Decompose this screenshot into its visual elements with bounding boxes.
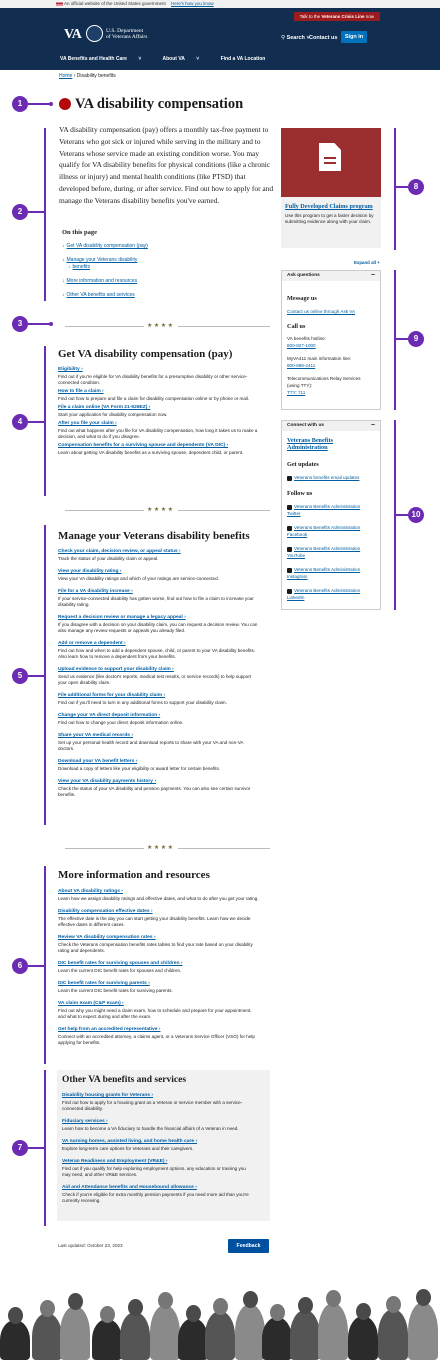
- section-link[interactable]: Disability compensation effective dates ›: [58, 909, 153, 914]
- annotation-7: 7: [12, 1140, 28, 1156]
- social-link[interactable]: Veterans Benefits Administration: [294, 504, 361, 509]
- section-link-description: disability rating.: [58, 602, 90, 607]
- section-link-description: Start your application for disability compensation now.: [58, 412, 168, 417]
- annotation-connector: [396, 186, 408, 188]
- nav-about[interactable]: [163, 56, 210, 62]
- person-figure: [120, 1312, 150, 1360]
- site-header: [0, 8, 440, 70]
- breadcrumb-current: Disability benefits: [76, 73, 116, 79]
- section-link-description: Find out how to apply for a housing grant as a Veteran or service member with a service-: [62, 1100, 243, 1105]
- section-link-description: doctors.: [58, 746, 75, 751]
- section-link[interactable]: Aid and Attendance benefits and Housebound allowance ›: [62, 1185, 197, 1190]
- section-link-description: currently receiving.: [62, 1198, 101, 1203]
- section-link-description: Find out how and when to add a dependent spouse, child, or parent to your VA disability benefits.: [58, 648, 256, 653]
- person-head: [326, 1290, 341, 1307]
- section-link[interactable]: How to file a claim ›: [58, 389, 104, 394]
- section-link-description: If you disagree with a decision on your disability claim, you can request a decision review. You can: [58, 622, 258, 627]
- otp-link-more[interactable]: ↓ More information and resources: [62, 278, 137, 285]
- section-link-description: Check the Veterans compensation benefits rates tables to find your rate based on your disability: [58, 942, 253, 947]
- nav-label: About VA: [162, 56, 185, 62]
- annotation-2: 2: [12, 204, 28, 220]
- person-head: [243, 1291, 258, 1308]
- search-button[interactable]: [281, 35, 310, 41]
- follow-us-heading: Follow us: [287, 490, 313, 497]
- nav-label: VA Benefits and Health Care: [60, 56, 127, 62]
- section-link-description: Connect with an accredited attorney, a claims agent, or a Veterans Service Officer (VSO) for help: [58, 1034, 255, 1039]
- ask-questions-header[interactable]: [282, 271, 380, 281]
- search-label: Search: [286, 35, 305, 41]
- annotation-bracket: [44, 1070, 46, 1226]
- breadcrumb-separator: ›: [73, 73, 77, 79]
- section-link-description: Send us evidence (like doctor's reports, medical test results, or service records) to help support: [58, 674, 252, 679]
- section-link[interactable]: VA claim exam (C&P exam) ›: [58, 1001, 124, 1006]
- section-link-description: If your service-connected disability has gotten worse, find out how to file a claim to increase your: [58, 596, 254, 601]
- person-head: [186, 1305, 201, 1322]
- section-link[interactable]: Review VA disability compensation rates ›: [58, 935, 156, 940]
- annotation-5: 5: [12, 668, 28, 684]
- chevron-down-icon: ˅: [196, 56, 200, 62]
- section-link-description: Check the status of your VA disability and pension payments. You can also see certain survivor: [58, 786, 251, 791]
- connect-header[interactable]: [282, 421, 380, 431]
- nav-find-location[interactable]: Find a VA Location: [220, 56, 266, 62]
- annotation-connector: [28, 675, 44, 677]
- section-link-description: also manage any review requests or appeals you already filed.: [58, 628, 186, 633]
- minus-icon: −: [370, 422, 375, 429]
- annotation-10: 10: [408, 507, 424, 523]
- annotation-connector: [28, 323, 50, 325]
- section-heading-get: Get VA disability compensation (pay): [58, 348, 233, 360]
- section-link[interactable]: View your disability rating ›: [58, 569, 122, 574]
- document-icon-line: [324, 157, 336, 159]
- social-link-platform[interactable]: YouTube: [287, 553, 306, 558]
- crisis-suffix: now: [365, 14, 374, 19]
- section-link-description: Learn how to become a VA fiduciary to handle the financial affairs of a Veteran in need.: [62, 1126, 239, 1131]
- chevron-down-icon: ˅: [306, 35, 310, 41]
- section-link[interactable]: View your VA disability payments history ›: [58, 779, 157, 784]
- social-icon: [287, 547, 292, 552]
- person-figure: [235, 1304, 265, 1360]
- us-flag-icon: [56, 2, 63, 6]
- get-updates-heading: Get updates: [287, 461, 319, 468]
- section-link[interactable]: DIC benefit rates for surviving parents ›: [58, 981, 150, 986]
- social-icon: [287, 589, 292, 594]
- section-link-description: connected disability.: [62, 1106, 104, 1111]
- section-link[interactable]: File for a VA disability increase ›: [58, 589, 133, 594]
- otp-link-manage-cont[interactable]: ↓ benefits: [62, 264, 90, 271]
- last-updated: Last updated: October 23, 2023: [58, 1243, 123, 1248]
- section-link[interactable]: Change your VA direct deposit information ›: [58, 713, 161, 718]
- section-link-description: The effective date is the day you can start getting your disability benefits. Learn how we decide: [58, 916, 251, 921]
- section-heading-manage: Manage your Veterans disability benefits: [58, 530, 250, 542]
- annotation-bracket: [44, 128, 46, 301]
- section-link-description: applying for benefits.: [58, 1040, 101, 1045]
- divider-stars: ★★★★: [144, 844, 178, 851]
- veterans-illustration: [0, 1280, 440, 1360]
- crisis-prefix: Talk to the: [299, 14, 321, 19]
- va-logo[interactable]: VA: [64, 27, 82, 42]
- promo-title-link[interactable]: Fully Developed Claims program: [285, 203, 373, 210]
- email-updates-link[interactable]: Veterans benefits email updates: [294, 475, 360, 480]
- annotation-dot: [49, 102, 53, 106]
- myva411-number[interactable]: 800-698-2411: [287, 363, 316, 368]
- person-figure: [178, 1318, 208, 1360]
- annotation-connector: [396, 338, 408, 340]
- breadcrumb: [59, 73, 116, 79]
- section-link-description: your open disability claim.: [58, 680, 111, 685]
- section-link[interactable]: Add or remove a dependent ›: [58, 641, 126, 646]
- divider-stars: ★★★★: [144, 506, 178, 513]
- section-link-description: Find out if you're eligible for VA disability benefits for a presumptive disability or other service-: [58, 374, 248, 379]
- section-link-description: Also learn how to remove a dependent from your benefits.: [58, 654, 176, 659]
- section-link-description: Find out if you'll need to turn in any additional forms to support your disability claim.: [58, 700, 227, 705]
- person-figure: [205, 1311, 235, 1360]
- ask-header-label: Ask questions: [287, 273, 320, 278]
- person-head: [213, 1298, 228, 1315]
- intro-text: VA disability compensation (pay) offers a monthly tax-free payment to Veterans who got sick or injured while serving in the military and to Veterans whose service made an existing condition worse. You may qualify for VA disability benefits for physical conditions (like a chronic illness or injury) and mental health conditions (like PTSD) that developed before, during, or after service. Find out how to apply for and manage the Veterans disability benefits you've earned.: [59, 125, 274, 205]
- person-figure: [60, 1306, 90, 1360]
- section-link[interactable]: Compensation benefits for a surviving spouse and dependents (VA DIC) ›: [58, 443, 229, 448]
- section-link-description: Learn how we assign disability ratings and effective dates, and what to do after you get your rating.: [58, 896, 259, 901]
- person-figure: [290, 1310, 320, 1360]
- annotation-9: 9: [408, 331, 424, 347]
- section-link-description: Find out what happens after you file for VA disability compensation, how long it takes us to make a: [58, 428, 258, 433]
- va-seal-icon: [86, 25, 103, 42]
- annotation-1: 1: [12, 96, 28, 112]
- section-link-description: Check if you're eligible for extra monthly pension payments if you need more aid than you're: [62, 1192, 249, 1197]
- connect-header-label: Connect with us: [287, 423, 325, 428]
- section-link-description: Find out how to prepare and file a claim for disability compensation online or by phone or mail.: [58, 396, 250, 401]
- section-link-description: Find out if you qualify for help exploring employment options, any education or training you: [62, 1166, 246, 1171]
- hotline-number[interactable]: 800-827-1000: [287, 343, 316, 348]
- otp-link-get[interactable]: ↓ Get VA disability compensation (pay): [62, 243, 148, 250]
- annotation-3: 3: [12, 316, 28, 332]
- divider-stars: ★★★★: [144, 322, 178, 329]
- gov-banner-link[interactable]: Here's how you know: [171, 1, 214, 6]
- mail-icon: [287, 476, 292, 481]
- search-icon: ⚲: [281, 35, 286, 41]
- section-link-description: Track the status of your disability claim or appeal.: [58, 556, 159, 561]
- section-link[interactable]: Disability housing grants for Veterans ›: [62, 1093, 154, 1098]
- section-link-description: Learn about getting VA disability benefits as a surviving spouse, dependent child, or parent.: [58, 450, 244, 455]
- feedback-button[interactable]: Feedback: [228, 1239, 269, 1253]
- section-link-description: Learn the current DIC benefit rates for surviving parents.: [58, 988, 173, 993]
- tty-number[interactable]: TTY: 711: [287, 390, 306, 395]
- social-link-platform[interactable]: Instagram: [287, 574, 308, 579]
- myva411-label: MyVA411 main information line:: [287, 356, 352, 361]
- social-link[interactable]: Veterans Benefits Administration: [294, 588, 361, 593]
- social-link[interactable]: Veterans Benefits Administration: [294, 546, 361, 551]
- annotation-connector: [396, 514, 408, 516]
- person-head: [298, 1297, 313, 1314]
- section-link-description: rating and dependents.: [58, 948, 105, 953]
- person-head: [100, 1306, 115, 1323]
- section-link[interactable]: Veteran Readiness and Employment (VR&E) ›: [62, 1159, 168, 1164]
- person-head: [386, 1296, 401, 1313]
- annotation-6: 6: [12, 958, 28, 974]
- nav-benefits[interactable]: [60, 56, 151, 62]
- annotation-connector: [28, 421, 44, 423]
- crisis-bold: Veterans Crisis Line: [321, 14, 365, 19]
- section-link[interactable]: VA nursing homes, assisted living, and home health care ›: [62, 1139, 198, 1144]
- person-figure: [318, 1303, 348, 1360]
- dept-line2: of Veterans Affairs: [106, 34, 148, 40]
- annotation-8: 8: [408, 179, 424, 195]
- trs-label: Telecommunications Relay Services: [287, 376, 361, 381]
- person-head: [128, 1299, 143, 1316]
- person-head: [270, 1304, 285, 1321]
- message-us-heading: Message us: [287, 295, 317, 302]
- person-figure: [348, 1316, 378, 1360]
- section-link-description: Explore long-term care options for Veterans and their caregivers.: [62, 1146, 194, 1151]
- section-link-description: Set up your personal health record and download reports to share with your VA and non-VA: [58, 740, 244, 745]
- section-link[interactable]: Upload evidence to support your disability claim ›: [58, 667, 174, 672]
- person-figure: [150, 1305, 180, 1360]
- section-link[interactable]: Request a decision review or manage a legacy appeal ›: [58, 615, 186, 620]
- section-link-description: Find out why you might need a claim exam, how to schedule and prepare for your appointment,: [58, 1008, 252, 1013]
- section-heading-more: More information and resources: [58, 869, 210, 881]
- vba-link-cont[interactable]: Administration: [287, 444, 328, 451]
- person-head: [416, 1289, 431, 1306]
- annotation-dot: [49, 322, 53, 326]
- minus-icon: −: [370, 272, 375, 279]
- annotation-bracket: [44, 525, 46, 825]
- section-link[interactable]: About VA disability ratings ›: [58, 889, 123, 894]
- annotation-4: 4: [12, 414, 28, 430]
- section-link-description: effective dates in different cases.: [58, 922, 125, 927]
- person-head: [8, 1307, 23, 1324]
- section-link-description: Learn the current DIC benefit rates for spouses and children.: [58, 968, 182, 973]
- disability-icon: [59, 98, 71, 110]
- hotline-label: VA benefits hotline:: [287, 336, 326, 341]
- section-link[interactable]: Fiduciary services ›: [62, 1119, 108, 1124]
- section-link[interactable]: Check your claim, decision review, or appeal status ›: [58, 549, 181, 554]
- person-head: [356, 1303, 371, 1320]
- section-link-description: Download a copy of letters like your eligibility or award letter for certain benefits.: [58, 766, 221, 771]
- section-link-description: may need, and other VR&E services.: [62, 1172, 138, 1177]
- annotation-connector: [28, 1147, 44, 1149]
- annotation-bracket: [44, 866, 46, 1064]
- chevron-down-icon: ˅: [138, 56, 142, 62]
- contact-us-link[interactable]: Contact us: [309, 35, 338, 41]
- social-link-platform[interactable]: Twitter: [287, 511, 301, 516]
- section-link[interactable]: Get help from an accredited representative ›: [58, 1027, 161, 1032]
- ask-va-link[interactable]: Contact us online through Ask VA: [287, 309, 356, 314]
- annotation-bracket: [394, 270, 396, 410]
- social-icon: [287, 505, 292, 510]
- social-link-platform[interactable]: Facebook: [287, 532, 308, 537]
- vba-link[interactable]: Veterans Benefits: [287, 437, 333, 444]
- person-figure: [0, 1320, 30, 1360]
- person-figure: [92, 1319, 122, 1360]
- person-head: [158, 1292, 173, 1309]
- section-heading-other: Other VA benefits and services: [62, 1075, 187, 1085]
- section-link-description: benefits.: [58, 792, 76, 797]
- annotation-bracket: [394, 128, 396, 250]
- person-head: [40, 1300, 55, 1317]
- section-link-description: View your VA disability ratings and which of your ratings are service-connected.: [58, 576, 219, 581]
- section-link-description: and what to expect during and after the exam.: [58, 1014, 152, 1019]
- annotation-bracket: [44, 346, 46, 496]
- otp-link-other[interactable]: ↓ Other VA benefits and services: [62, 292, 135, 299]
- promo-description: Use this program to get a faster decision by submitting evidence along with your claim.: [285, 213, 374, 224]
- department-name: [106, 28, 147, 40]
- page-title: VA disability compensation: [75, 96, 244, 112]
- section-link[interactable]: File a claim online (VA Form 21-526EZ) ›: [58, 405, 151, 410]
- tty-label: (using TTY):: [287, 383, 313, 388]
- social-icon: [287, 568, 292, 573]
- person-head: [68, 1293, 83, 1310]
- person-figure: [262, 1317, 292, 1360]
- gov-banner-text: An official website of the United States government: [64, 1, 166, 6]
- person-figure: [378, 1309, 408, 1360]
- call-us-heading: Call us: [287, 323, 306, 330]
- annotation-connector: [28, 211, 44, 213]
- section-link-description: connected condition.: [58, 380, 101, 385]
- breadcrumb-home[interactable]: Home: [59, 73, 73, 79]
- gov-banner: [0, 0, 440, 8]
- section-link[interactable]: After you file your claim ›: [58, 421, 117, 426]
- document-icon-line: [324, 162, 336, 164]
- sign-in-button[interactable]: Sign in: [341, 31, 367, 43]
- annotation-connector: [28, 103, 50, 105]
- person-figure: [408, 1302, 438, 1360]
- section-link[interactable]: Share your VA medical records ›: [58, 733, 134, 738]
- section-link[interactable]: DIC benefit rates for surviving spouses and children ›: [58, 961, 183, 966]
- crisis-line-button[interactable]: [294, 12, 380, 21]
- social-link[interactable]: Veterans Benefits Administration: [294, 567, 361, 572]
- dept-line1: U.S. Department: [106, 28, 144, 34]
- person-figure: [32, 1313, 62, 1360]
- section-link[interactable]: File additional forms for your disability claim ›: [58, 693, 166, 698]
- section-link-description: Find out how to change your direct deposit information online.: [58, 720, 184, 725]
- annotation-connector: [28, 965, 44, 967]
- expand-all-button[interactable]: Expand all +: [354, 260, 380, 265]
- section-link[interactable]: Download your VA benefit letters ›: [58, 759, 138, 764]
- social-link[interactable]: Veterans Benefits Administration: [294, 525, 361, 530]
- section-link[interactable]: Eligibility ›: [58, 367, 83, 372]
- on-this-page-heading: On this page: [62, 229, 98, 236]
- social-link-platform[interactable]: LinkedIn: [287, 595, 305, 600]
- social-icon: [287, 526, 292, 531]
- main-nav: [60, 56, 275, 62]
- otp-link-manage[interactable]: ↓ Manage your Veterans disability: [62, 257, 137, 264]
- section-link-description: decision, and what to do if you disagree.: [58, 434, 140, 439]
